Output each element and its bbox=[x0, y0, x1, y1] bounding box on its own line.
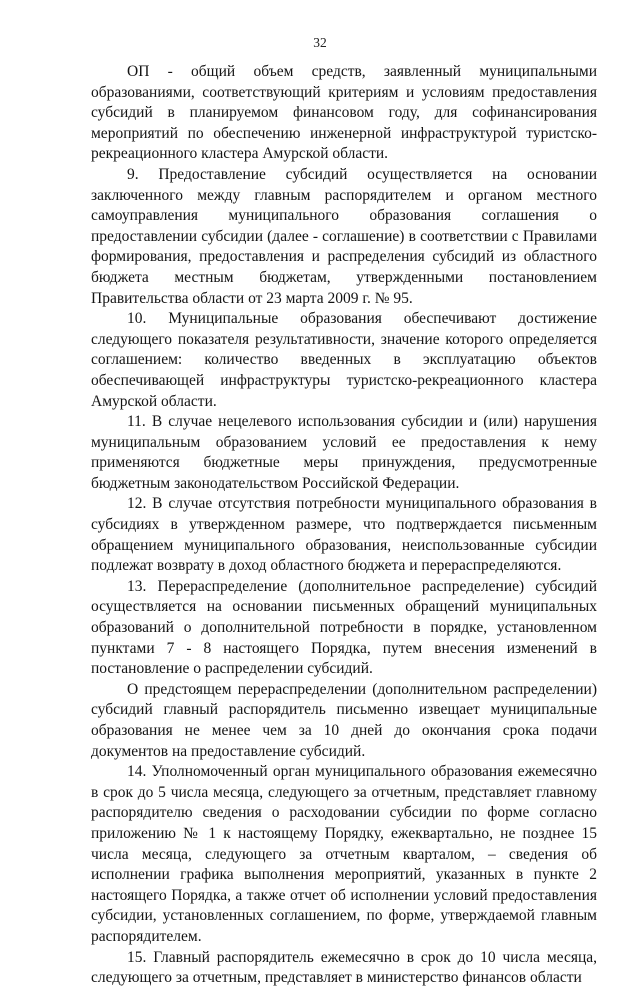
paragraph-11: 11. В случае нецелевого использования субсидии и (или) нарушения муниципальным образованием условий ее предоставления к нему применяются бюджетные меры принуждения, предусмотренные бюджетным законодательством Российской Федерации. bbox=[91, 413, 597, 492]
paragraph-15: 15. Главный распорядитель ежемесячно в срок до 10 числа месяца, следующего за отчетным, представляет в министерство финансов области bbox=[91, 948, 597, 987]
paragraph-9: 9. Предоставление субсидий осуществляется на основании заключенного между главным распорядителем и органом местного самоуправления муниципального образования соглашения о предоставлении субсидии (далее - соглашение) в соответствии с Правилами формирования, предоставления и распределения субсидий из областного бюджета местным бюджетам, утвержденными постановлением Правительства области от 23 марта 2009 г. № 95. bbox=[91, 165, 597, 307]
paragraph-13: 13. Перераспределение (дополнительное распределение) субсидий осуществляется на основании письменных обращений муниципальных образований о дополнительной потребности в порядке, установленном пунктами 7 - 8 настоящего Порядка, путем внесения изменений в постановление о распределении субсидий. bbox=[91, 577, 597, 678]
page-number: 32 bbox=[313, 35, 327, 50]
paragraph-14: 14. Уполномоченный орган муниципального образования ежемесячно в срок до 5 числа месяца, следующего за отчетным, представляет главному распорядителю сведения о расходовании субсидии по форме согласно приложению № 1 к настоящему Порядку, ежеквартально, не позднее 15 числа месяца, следующего за отчетным кварталом, – сведения об исполнении графика выполнения мероприятий, указанных в пункте 2 настоящего Порядка, а также отчет об исполнении условий предоставления субсидии, установленных соглашением, по форме, утверждаемой главным распорядителем. bbox=[91, 763, 597, 945]
paragraph-10: 10. Муниципальные образования обеспечивают достижение следующего показателя результативности, значение которого определяется соглашением: количество введенных в эксплуатацию объектов обеспечивающей инфраструктуры туристско-рекреационного кластера Амурской области. bbox=[91, 310, 597, 410]
document-body bbox=[91, 62, 597, 989]
paragraph-12: 12. В случае отсутствия потребности муниципального образования в субсидиях в утвержденном размере, что подтверждается письменным обращением муниципального образования, неиспользованные субсидии подлежат возврату в доход областного бюджета и перераспределяются. bbox=[91, 495, 597, 575]
paragraph-13-notice: О предстоящем перераспределении (дополнительном распределении) субсидий главный распорядитель письменно извещает муниципальные образования не менее чем за 10 дней до окончания срока подачи документов на предоставление субсидий. bbox=[91, 680, 597, 760]
paragraph-op-definition: ОП - общий объем средств, заявленный муниципальными образованиями, соответствующий критериям и условиям предоставления субсидий в планируемом финансовом году, для софинансирования мероприятий по обеспечению инженерной инфраструктурой туристско-рекреационного кластера Амурской области. bbox=[91, 63, 597, 163]
